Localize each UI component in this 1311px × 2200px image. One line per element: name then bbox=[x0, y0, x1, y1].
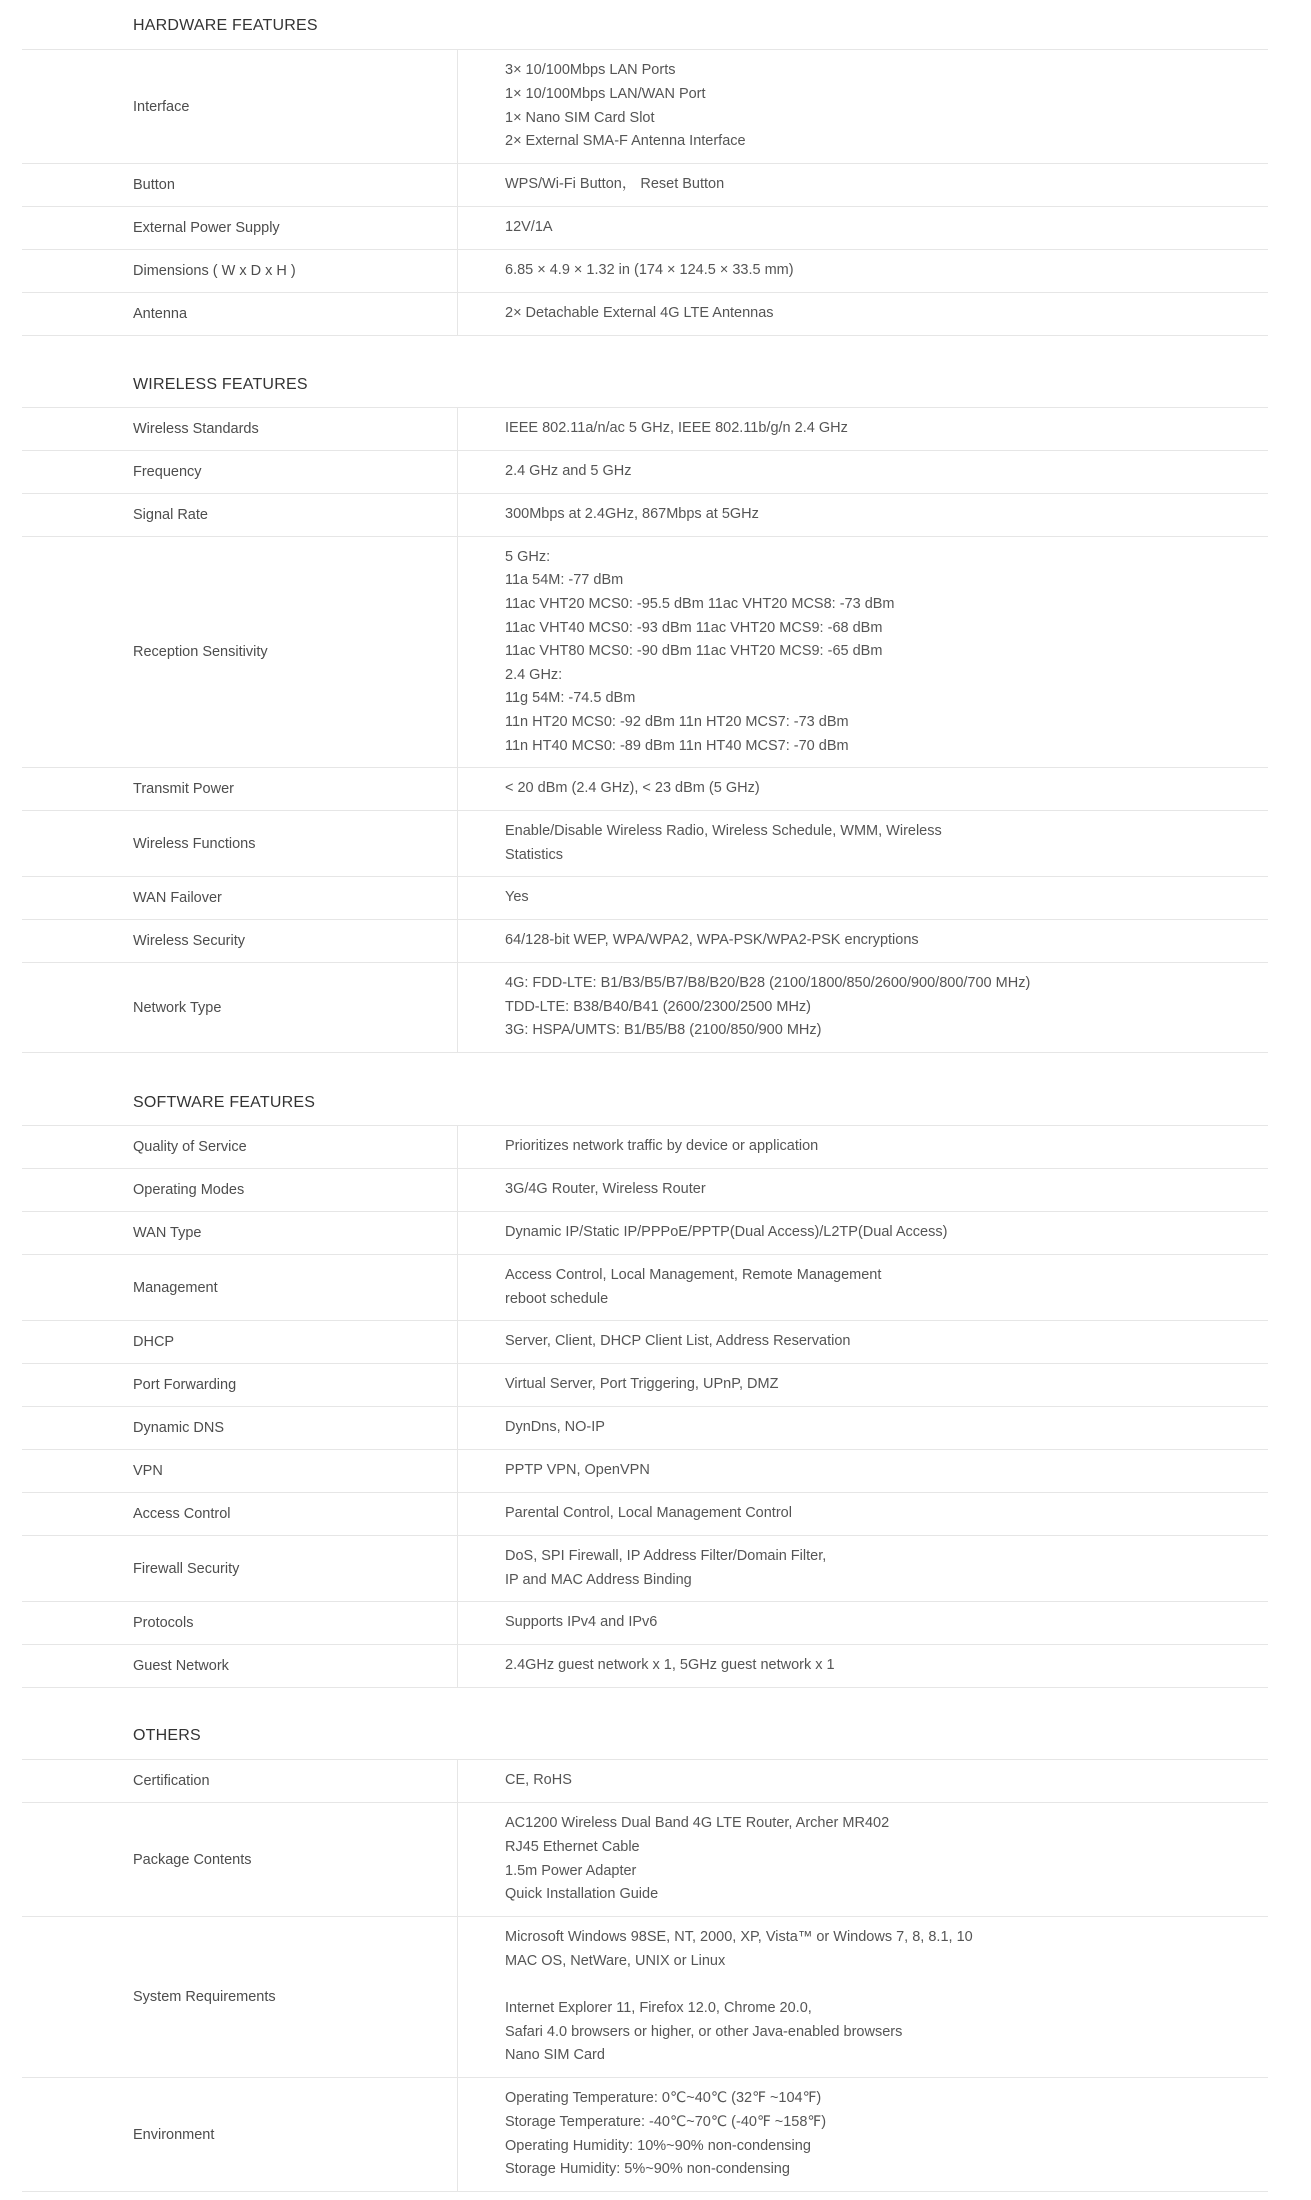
spec-line: Access Control, Local Management, Remote Management bbox=[505, 1266, 882, 1283]
spec-value bbox=[458, 408, 1268, 450]
spec-label: Signal Rate bbox=[22, 494, 458, 536]
spec-value bbox=[458, 50, 1268, 163]
table-row bbox=[22, 207, 1268, 250]
spec-line: 1.5m Power Adapter bbox=[505, 1862, 637, 1879]
spec-line: < 20 dBm (2.4 GHz), < 23 dBm (5 GHz) bbox=[505, 780, 760, 797]
spec-value bbox=[458, 768, 1268, 810]
spec-line: 3× 10/100Mbps LAN Ports bbox=[505, 62, 676, 79]
spec-line: RJ45 Ethernet Cable bbox=[505, 1838, 640, 1855]
spec-line: 11ac VHT40 MCS0: -93 dBm 11ac VHT20 MCS9: -68 dBm bbox=[505, 619, 883, 636]
spec-value bbox=[458, 1917, 1268, 2077]
spec-value bbox=[458, 1760, 1268, 1802]
spec-label: Interface bbox=[22, 50, 458, 163]
table-row bbox=[22, 920, 1268, 963]
spec-value bbox=[458, 1602, 1268, 1644]
table-row bbox=[22, 50, 1268, 164]
spec-value bbox=[458, 811, 1268, 876]
spec-line: 5 GHz: bbox=[505, 548, 551, 565]
spec-label: Management bbox=[22, 1255, 458, 1320]
spec-line: IP and MAC Address Binding bbox=[505, 1571, 692, 1588]
spec-line: TDD-LTE: B38/B40/B41 (2600/2300/2500 MHz) bbox=[505, 998, 812, 1015]
spec-label: Access Control bbox=[22, 1493, 458, 1535]
spec-line: 1× 10/100Mbps LAN/WAN Port bbox=[505, 85, 706, 102]
spec-line: Storage Humidity: 5%~90% non-condensing bbox=[505, 2161, 790, 2178]
spec-line: 2.4GHz guest network x 1, 5GHz guest network x 1 bbox=[505, 1657, 835, 1674]
spec-value bbox=[458, 451, 1268, 493]
spec-line: AC1200 Wireless Dual Band 4G LTE Router, Archer MR402 bbox=[505, 1815, 890, 1832]
spec-label: Firewall Security bbox=[22, 1536, 458, 1601]
table-row bbox=[22, 164, 1268, 207]
spec-line: 2× Detachable External 4G LTE Antennas bbox=[505, 305, 774, 322]
spec-line: DynDns, NO-IP bbox=[505, 1419, 605, 1436]
spec-line: Server, Client, DHCP Client List, Address Reservation bbox=[505, 1333, 851, 1350]
spec-value bbox=[458, 250, 1268, 292]
spec-line: 2× External SMA-F Antenna Interface bbox=[505, 133, 746, 150]
spec-table-wireless bbox=[22, 407, 1268, 1053]
spec-line: Microsoft Windows 98SE, NT, 2000, XP, Vista™ or Windows 7, 8, 8.1, 10 bbox=[505, 1929, 973, 1946]
spec-line: Virtual Server, Port Triggering, UPnP, DMZ bbox=[505, 1376, 779, 1393]
spec-label: Transmit Power bbox=[22, 768, 458, 810]
spec-label: WAN Type bbox=[22, 1212, 458, 1254]
spec-line: 11g 54M: -74.5 dBm bbox=[505, 690, 636, 707]
spec-label: System Requirements bbox=[22, 1917, 458, 2077]
table-row bbox=[22, 1255, 1268, 1321]
table-row bbox=[22, 1169, 1268, 1212]
section-title-software: SOFTWARE FEATURES bbox=[133, 1094, 316, 1111]
spec-label: Environment bbox=[22, 2078, 458, 2191]
spec-value bbox=[458, 1645, 1268, 1687]
table-row bbox=[22, 1602, 1268, 1645]
table-row bbox=[22, 1645, 1268, 1688]
spec-value bbox=[458, 1321, 1268, 1363]
spec-label: Button bbox=[22, 164, 458, 206]
spec-label: Dimensions ( W x D x H ) bbox=[22, 250, 458, 292]
spec-line: 64/128-bit WEP, WPA/WPA2, WPA-PSK/WPA2-PSK encryptions bbox=[505, 932, 919, 949]
spec-line: Operating Humidity: 10%~90% non-condensing bbox=[505, 2137, 811, 2154]
spec-line: 2.4 GHz and 5 GHz bbox=[505, 463, 632, 480]
spec-line: Internet Explorer 11, Firefox 12.0, Chrome 20.0, bbox=[505, 2000, 812, 2016]
spec-label: External Power Supply bbox=[22, 207, 458, 249]
spec-value bbox=[458, 207, 1268, 249]
spec-value bbox=[458, 1536, 1268, 1601]
spec-value bbox=[458, 1169, 1268, 1211]
spec-line: MAC OS, NetWare, UNIX or Linux bbox=[505, 1952, 726, 1969]
table-row bbox=[22, 1450, 1268, 1493]
spec-line: CE, RoHS bbox=[505, 1772, 572, 1789]
table-row bbox=[22, 1126, 1268, 1169]
spec-label: Quality of Service bbox=[22, 1126, 458, 1168]
spec-label: WAN Failover bbox=[22, 877, 458, 919]
spec-line: Operating Temperature: 0℃~40℃ (32℉ ~104℉) bbox=[505, 2090, 822, 2107]
table-row bbox=[22, 408, 1268, 451]
spec-label: Wireless Functions bbox=[22, 811, 458, 876]
section-title-others: OTHERS bbox=[133, 1727, 201, 1744]
spec-line: 1× Nano SIM Card Slot bbox=[505, 109, 655, 126]
table-row bbox=[22, 250, 1268, 293]
spec-line: 11n HT40 MCS0: -89 dBm 11n HT40 MCS7: -70 dBm bbox=[505, 737, 849, 754]
spec-table-software bbox=[22, 1125, 1268, 1688]
spec-label: Network Type bbox=[22, 963, 458, 1052]
spec-line: Safari 4.0 browsers or higher, or other Java-enabled browsers bbox=[505, 2023, 903, 2040]
spec-label: Protocols bbox=[22, 1602, 458, 1644]
table-row bbox=[22, 2078, 1268, 2192]
spec-line: 6.85 × 4.9 × 1.32 in (174 × 124.5 × 33.5 mm) bbox=[505, 262, 794, 279]
table-row bbox=[22, 1536, 1268, 1602]
spec-line: 12V/1A bbox=[505, 219, 553, 236]
spec-line: 4G: FDD-LTE: B1/B3/B5/B7/B8/B20/B28 (2100/1800/850/2600/900/800/700 MHz) bbox=[505, 975, 1031, 992]
spec-line: Yes bbox=[505, 889, 529, 906]
table-row bbox=[22, 1212, 1268, 1255]
spec-table-others bbox=[22, 1759, 1268, 2192]
spec-label: Package Contents bbox=[22, 1803, 458, 1916]
spec-value bbox=[458, 1493, 1268, 1535]
table-row bbox=[22, 963, 1268, 1053]
spec-value bbox=[458, 1450, 1268, 1492]
spec-table-hardware bbox=[22, 49, 1268, 336]
spec-line: WPS/Wi-Fi Button， Reset Button bbox=[505, 176, 725, 193]
table-row bbox=[22, 293, 1268, 336]
spec-line: Storage Temperature: -40℃~70℃ (-40℉ ~158℉) bbox=[505, 2113, 827, 2130]
spec-label: Reception Sensitivity bbox=[22, 537, 458, 767]
table-row bbox=[22, 877, 1268, 920]
spec-line: Nano SIM Card bbox=[505, 2047, 605, 2064]
spec-line: 3G: HSPA/UMTS: B1/B5/B8 (2100/850/900 MHz) bbox=[505, 1022, 822, 1039]
spec-value bbox=[458, 1407, 1268, 1449]
table-row bbox=[22, 494, 1268, 537]
spec-value bbox=[458, 1255, 1268, 1320]
spec-value bbox=[458, 537, 1268, 767]
spec-value bbox=[458, 1364, 1268, 1406]
spec-line bbox=[505, 1973, 1248, 1997]
spec-line: PPTP VPN, OpenVPN bbox=[505, 1462, 650, 1479]
spec-label: Operating Modes bbox=[22, 1169, 458, 1211]
spec-value bbox=[458, 1212, 1268, 1254]
spec-value bbox=[458, 293, 1268, 335]
spec-line: 2.4 GHz: bbox=[505, 666, 563, 683]
table-row bbox=[22, 768, 1268, 811]
spec-label: Antenna bbox=[22, 293, 458, 335]
section-title-hardware: HARDWARE FEATURES bbox=[133, 17, 318, 34]
spec-label: Wireless Standards bbox=[22, 408, 458, 450]
table-row bbox=[22, 1407, 1268, 1450]
spec-value bbox=[458, 164, 1268, 206]
table-row bbox=[22, 1803, 1268, 1917]
spec-label: Frequency bbox=[22, 451, 458, 493]
spec-label: DHCP bbox=[22, 1321, 458, 1363]
spec-label: Guest Network bbox=[22, 1645, 458, 1687]
spec-value bbox=[458, 1803, 1268, 1916]
table-row bbox=[22, 1917, 1268, 2078]
spec-line: Statistics bbox=[505, 846, 564, 863]
spec-label: Dynamic DNS bbox=[22, 1407, 458, 1449]
spec-line: Supports IPv4 and IPv6 bbox=[505, 1614, 658, 1631]
section-title-wireless: WIRELESS FEATURES bbox=[133, 376, 308, 393]
spec-line: Dynamic IP/Static IP/PPPoE/PPTP(Dual Access)/L2TP(Dual Access) bbox=[505, 1224, 948, 1241]
table-row bbox=[22, 1321, 1268, 1364]
table-row bbox=[22, 811, 1268, 877]
spec-label: Port Forwarding bbox=[22, 1364, 458, 1406]
table-row bbox=[22, 1760, 1268, 1803]
table-row bbox=[22, 1493, 1268, 1536]
spec-line: Quick Installation Guide bbox=[505, 1886, 659, 1903]
table-row bbox=[22, 537, 1268, 768]
spec-value bbox=[458, 2078, 1268, 2191]
spec-line: reboot schedule bbox=[505, 1290, 609, 1307]
spec-label: Wireless Security bbox=[22, 920, 458, 962]
spec-line: 300Mbps at 2.4GHz, 867Mbps at 5GHz bbox=[505, 506, 759, 523]
table-row bbox=[22, 451, 1268, 494]
spec-value bbox=[458, 494, 1268, 536]
spec-line: 11n HT20 MCS0: -92 dBm 11n HT20 MCS7: -73 dBm bbox=[505, 713, 849, 730]
spec-line: Prioritizes network traffic by device or application bbox=[505, 1138, 819, 1155]
spec-value bbox=[458, 963, 1268, 1052]
spec-line: 3G/4G Router, Wireless Router bbox=[505, 1181, 706, 1198]
spec-value bbox=[458, 920, 1268, 962]
spec-line: Enable/Disable Wireless Radio, Wireless Schedule, WMM, Wireless bbox=[505, 822, 942, 839]
spec-value bbox=[458, 1126, 1268, 1168]
spec-label: VPN bbox=[22, 1450, 458, 1492]
spec-line: IEEE 802.11a/n/ac 5 GHz, IEEE 802.11b/g/n 2.4 GHz bbox=[505, 420, 848, 437]
spec-line: DoS, SPI Firewall, IP Address Filter/Domain Filter, bbox=[505, 1547, 827, 1564]
spec-line: 11ac VHT80 MCS0: -90 dBm 11ac VHT20 MCS9: -65 dBm bbox=[505, 643, 883, 660]
spec-line: 11a 54M: -77 dBm bbox=[505, 572, 624, 589]
spec-label: Certification bbox=[22, 1760, 458, 1802]
spec-line: 11ac VHT20 MCS0: -95.5 dBm 11ac VHT20 MCS8: -73 dBm bbox=[505, 596, 895, 613]
spec-line: Parental Control, Local Management Control bbox=[505, 1505, 792, 1522]
table-row bbox=[22, 1364, 1268, 1407]
spec-value bbox=[458, 877, 1268, 919]
